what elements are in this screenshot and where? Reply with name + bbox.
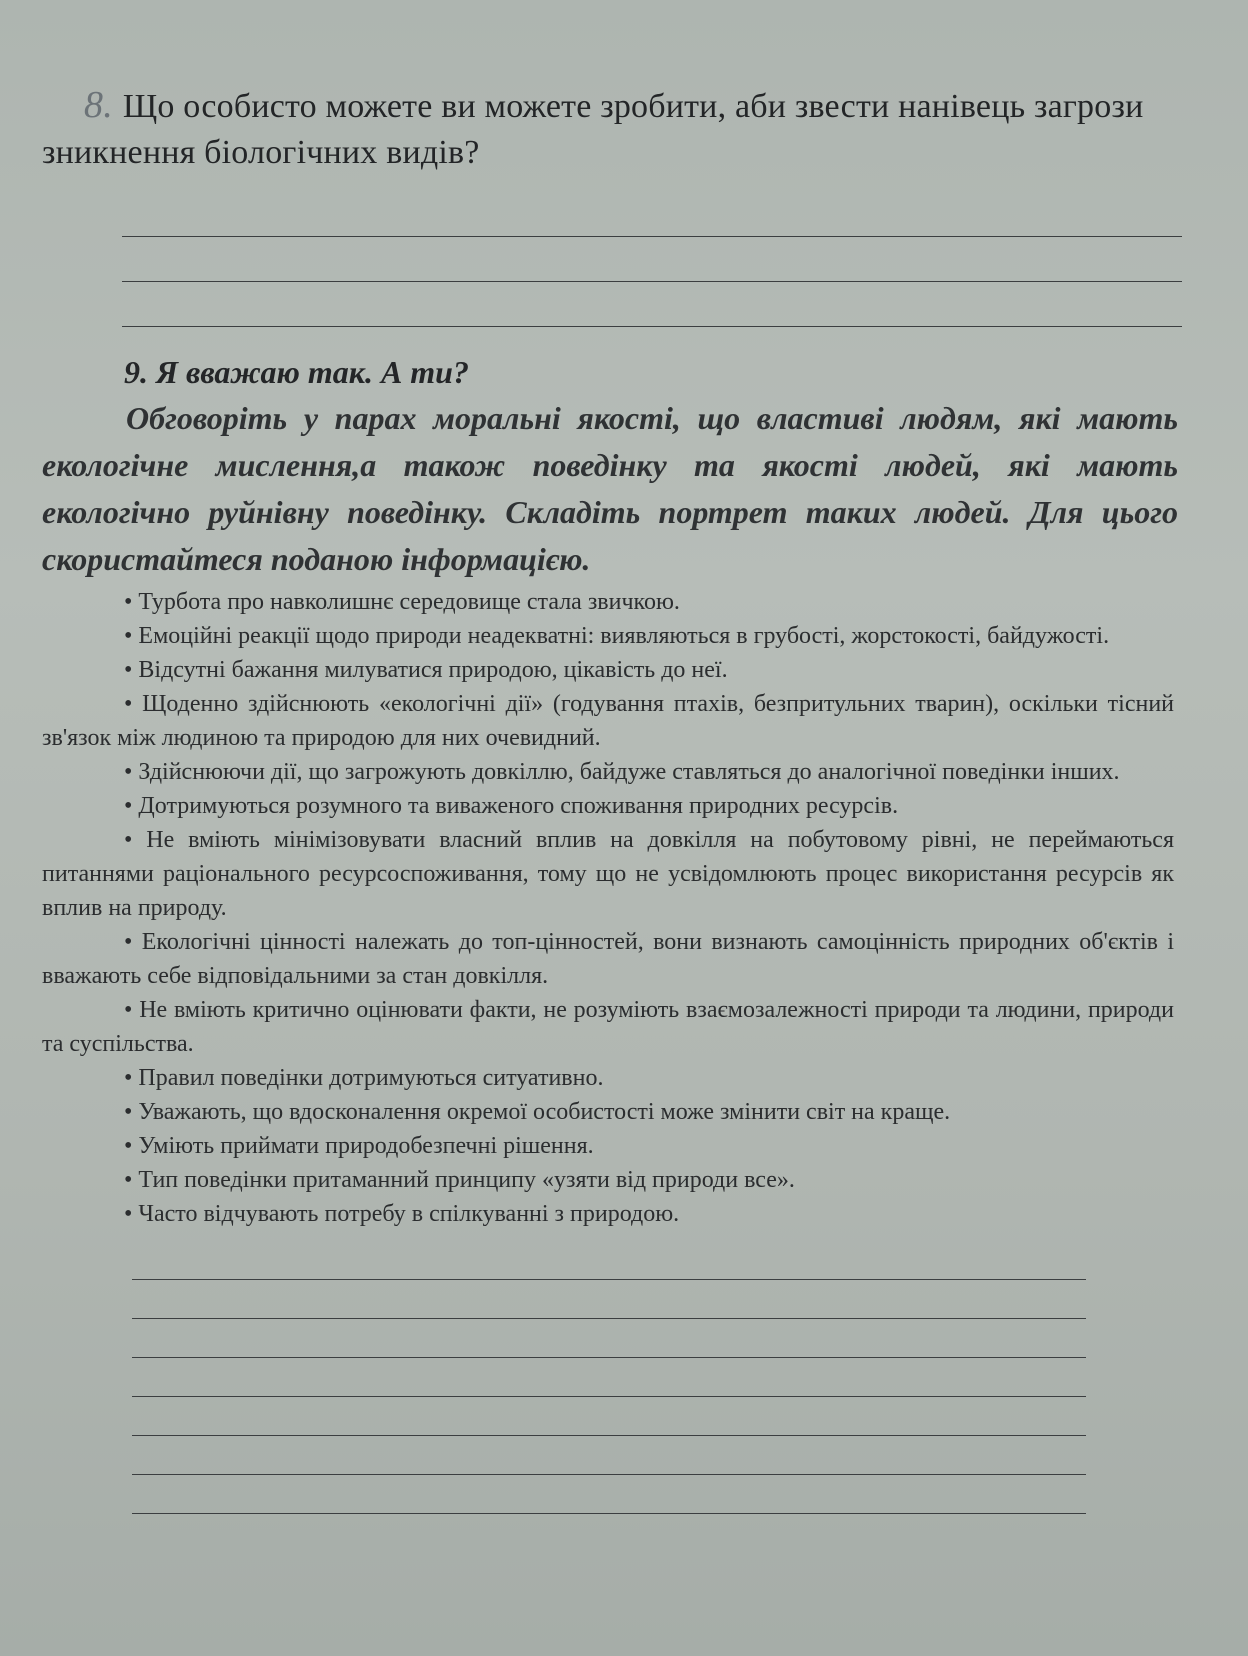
answer-line[interactable] xyxy=(132,1436,1086,1475)
question-9-bullet-list xyxy=(42,585,1174,1231)
bullet-item: • Відсутні бажання милуватися природою, цікавість до неї. xyxy=(124,657,728,683)
question-9-heading: 9. Я вважаю так. А ти? xyxy=(124,354,469,390)
bullet-item: • Екологічні цінності належать до топ-цінностей, вони визнають самоцінність природних об'єктів і вважають себе відповідальними за стан довкілля. xyxy=(42,929,1174,989)
bullet-item: • Дотримуються розумного та виваженого споживання природних ресурсів. xyxy=(124,793,899,819)
bullet-item: • Здійснюючи дії, що загрожують довкіллю, байдуже ставляться до аналогічної поведінки інших. xyxy=(124,759,1120,785)
question-9-instructions: Обговоріть у парах моральні якості, що властиві людям, які мають екологічне мислення,а також поведінку та якості людей, які мають екологічно руйнівну поведінку. Складіть портрет таких людей. Для цього скористайтеся поданою інформацією. xyxy=(42,400,1178,577)
bullet-item: • Щоденно здійснюють «екологічні дії» (годування птахів, безпритульних тварин), оскільки тісний зв'язок між людиною та природою для них очевидний. xyxy=(42,691,1174,751)
bullet-item: • Правил поведінки дотримуються ситуативно. xyxy=(124,1065,604,1091)
answer-line[interactable] xyxy=(132,1397,1086,1436)
bullet-item: • Тип поведінки притаманний принципу «узяти від природи все». xyxy=(124,1167,795,1193)
question-9-answer-lines xyxy=(132,1241,1086,1514)
bullet-item: • Уважають, що вдосконалення окремої особистості може змінити світ на краще. xyxy=(124,1099,951,1125)
question-8-number: 8. xyxy=(84,84,113,126)
answer-line[interactable] xyxy=(132,1280,1086,1319)
bullet-item: • Часто відчувають потребу в спілкуванні з природою. xyxy=(124,1201,680,1227)
question-8-answer-lines xyxy=(122,192,1182,327)
answer-line[interactable] xyxy=(122,282,1182,327)
question-8 xyxy=(42,82,1188,176)
answer-line[interactable] xyxy=(132,1241,1086,1280)
bullet-item: • Не вміють критично оцінювати факти, не розуміють взаємозалежності природи та людини, природи та суспільства. xyxy=(42,997,1174,1057)
bullet-item: • Не вміють мінімізовувати власний вплив на довкілля на побутовому рівні, не переймаються питаннями раціонального ресурсоспоживання, тому що не усвідомлюють процес використання ресурсів як вплив на природу. xyxy=(42,827,1174,921)
answer-line[interactable] xyxy=(122,237,1182,282)
question-8-text: Що особисто можете ви можете зробити, аби звести нанівець загрози зникнення біологічних видів? xyxy=(42,88,1144,171)
bullet-item: • Емоційні реакції щодо природи неадекватні: виявляються в грубості, жорстокості, байдужості. xyxy=(124,623,1110,649)
answer-line[interactable] xyxy=(122,192,1182,237)
answer-line[interactable] xyxy=(132,1319,1086,1358)
bullet-item: • Турбота про навколишнє середовище стала звичкою. xyxy=(124,589,680,615)
answer-line[interactable] xyxy=(132,1475,1086,1514)
bullet-item: • Уміють приймати природобезпечні рішення. xyxy=(124,1133,594,1159)
answer-line[interactable] xyxy=(132,1358,1086,1397)
